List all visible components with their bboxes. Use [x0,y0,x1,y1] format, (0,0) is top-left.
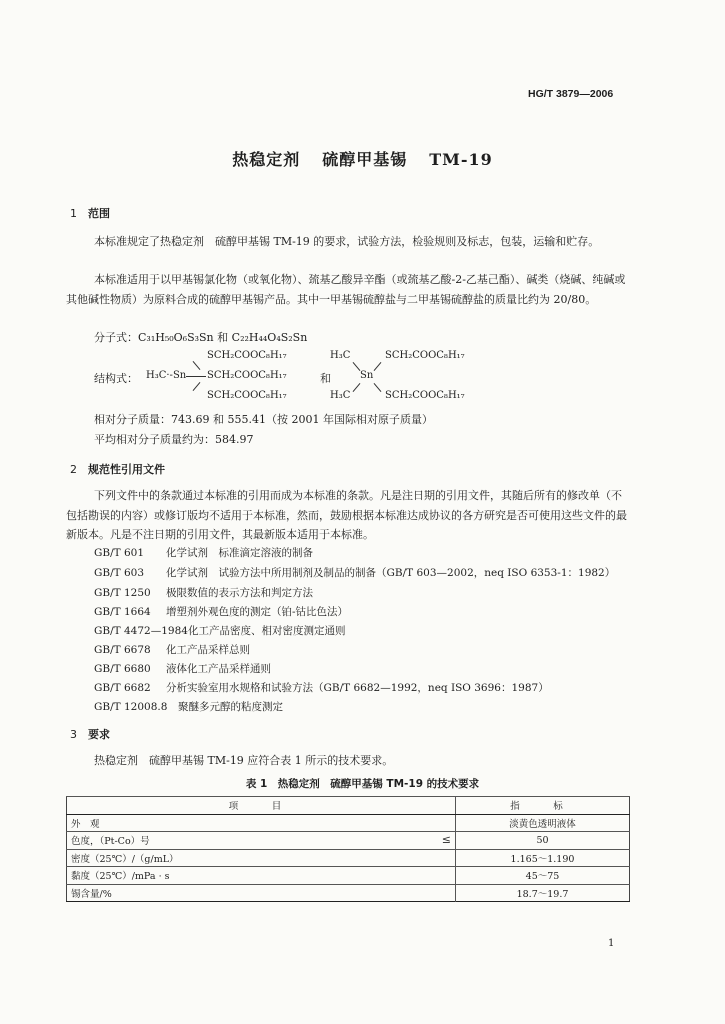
struct-right-top: SCH₂COOC₈H₁₇ [385,350,465,361]
comparison-sign: ≤ [441,833,451,847]
struct-left-bottom: SCH₂COOC₈H₁₇ [207,390,287,401]
structure-label: 结构式： [94,372,138,385]
table-row [67,867,630,885]
struct-left-mid: SCH₂COOC₈H₁₇ [207,370,287,381]
table-cell-item: 外 观 [67,814,456,832]
section-3-para: 热稳定剂 硫醇甲基锡 TM-19 应符合表 1 所示的技术要求。 [94,754,394,767]
average-molecular-mass: 平均相对分子质量约为：584.97 [94,433,254,446]
reference-item: GB/T 601 化学试剂 标准滴定溶液的制备 [94,547,313,559]
table-cell-value: 淡黄色透明液体 [456,814,630,832]
title-part-3: TM-19 [429,150,493,169]
title-part-1: 热稳定剂 [232,150,301,169]
table-row [67,849,630,867]
section-3-heading: 3 要求 [70,728,110,741]
table-cell-item: 色度，（Pt-Co）号 ≤ [67,832,456,850]
table-cell-item: 锡含量/% [67,884,456,902]
struct-and: 和 [320,372,331,385]
table-row [67,884,630,902]
table-cell-item: 密度（25℃）/（g/mL） [67,849,456,867]
section-1-para-1: 本标准规定了热稳定剂 硫醇甲基锡 TM-19 的要求，试验方法，检验规则及标志，包装，运输和贮存。 [94,235,600,248]
spec-table [66,796,630,902]
struct-bond [374,383,382,392]
struct-right-bottom: SCH₂COOC₈H₁₇ [385,390,465,401]
section-2-heading: 2 规范性引用文件 [70,463,165,476]
reference-item: GB/T 6680 液体化工产品采样通则 [94,663,271,675]
struct-bond [186,376,206,377]
struct-bond [193,361,201,370]
title-part-2: 硫醇甲基锡 [322,150,408,169]
column-header-value: 指 标 [456,797,630,815]
section-1-para-2: 本标准适用于以甲基锡氯化物（或氧化物）、巯基乙酸异辛酯（或巯基乙酸-2-乙基己酯）、碱类（烧碱、纯碱或其他碱性物质）为原料合成的硫醇甲基锡产品。其中一甲基锡硫醇盐与二甲基锡硫醇盐的质量比约为 20/80。 [66,273,626,306]
column-header-item: 项 目 [67,797,456,815]
struct-bond [193,382,201,391]
table-row [67,814,630,832]
struct-bond [353,362,361,371]
struct-bond [374,362,382,371]
struct-bond [353,383,361,392]
reference-item: GB/T 6678 化工产品采样总则 [94,644,250,656]
struct-right-sn: Sn [360,370,374,381]
reference-item: GB/T 4472—1984化工产品密度、相对密度测定通则 [94,625,346,637]
table-cell-value: 1.165～1.190 [456,849,630,867]
table-cell-value: 45～75 [456,867,630,885]
standard-number: HG/T 3879—2006 [528,88,614,100]
struct-left-prefix: H₃C·-Sn [146,370,187,381]
reference-item: GB/T 12008.8 聚醚多元醇的粘度测定 [94,701,283,713]
section-2-para: 下列文件中的条款通过本标准的引用而成为本标准的条款。凡是注日期的引用文件，其随后所有的修改单（不包括勘误的内容）或修订版均不适用于本标准，然而，鼓励根据本标准达成协议的各方研究是否可使用这些文件的最新版本。凡是不注日期的引用文件，其最新版本适用于本标准。 [66,489,627,541]
table-cell-value: 50 [456,832,630,850]
molecular-mass: 相对分子质量：743.69 和 555.41（按 2001 年国际相对原子质量） [94,413,433,426]
reference-item: GB/T 1664 增塑剂外观色度的测定（铂-钴比色法） [94,606,349,618]
struct-right-h3c-top: H₃C [330,350,351,361]
table-caption: 表 1 热稳定剂 硫醇甲基锡 TM-19 的技术要求 [245,778,480,790]
struct-right-h3c-bottom: H₃C [330,390,351,401]
page-number: 1 [608,938,615,949]
table-cell-value: 18.7～19.7 [456,884,630,902]
reference-item: GB/T 1250 极限数值的表示方法和判定方法 [94,587,313,599]
table-header-row [67,797,630,815]
section-1-heading: 1 范围 [70,207,110,220]
reference-item: GB/T 6682 分析实验室用水规格和试验方法（GB/T 6682—1992，neq ISO 3696：1987） [94,682,549,694]
molecular-formula: 分子式：C₃₁H₅₀O₆S₃Sn 和 C₂₂H₄₄O₄S₂Sn [94,331,308,344]
page-title [0,147,725,170]
table-row [67,832,630,850]
reference-item: GB/T 603 化学试剂 试验方法中所用制剂及制品的制备（GB/T 603—2002，neq ISO 6353-1：1982） [94,567,616,579]
table-cell-item: 黏度（25℃）/mPa · s [67,867,456,885]
struct-left-top: SCH₂COOC₈H₁₇ [207,350,287,361]
